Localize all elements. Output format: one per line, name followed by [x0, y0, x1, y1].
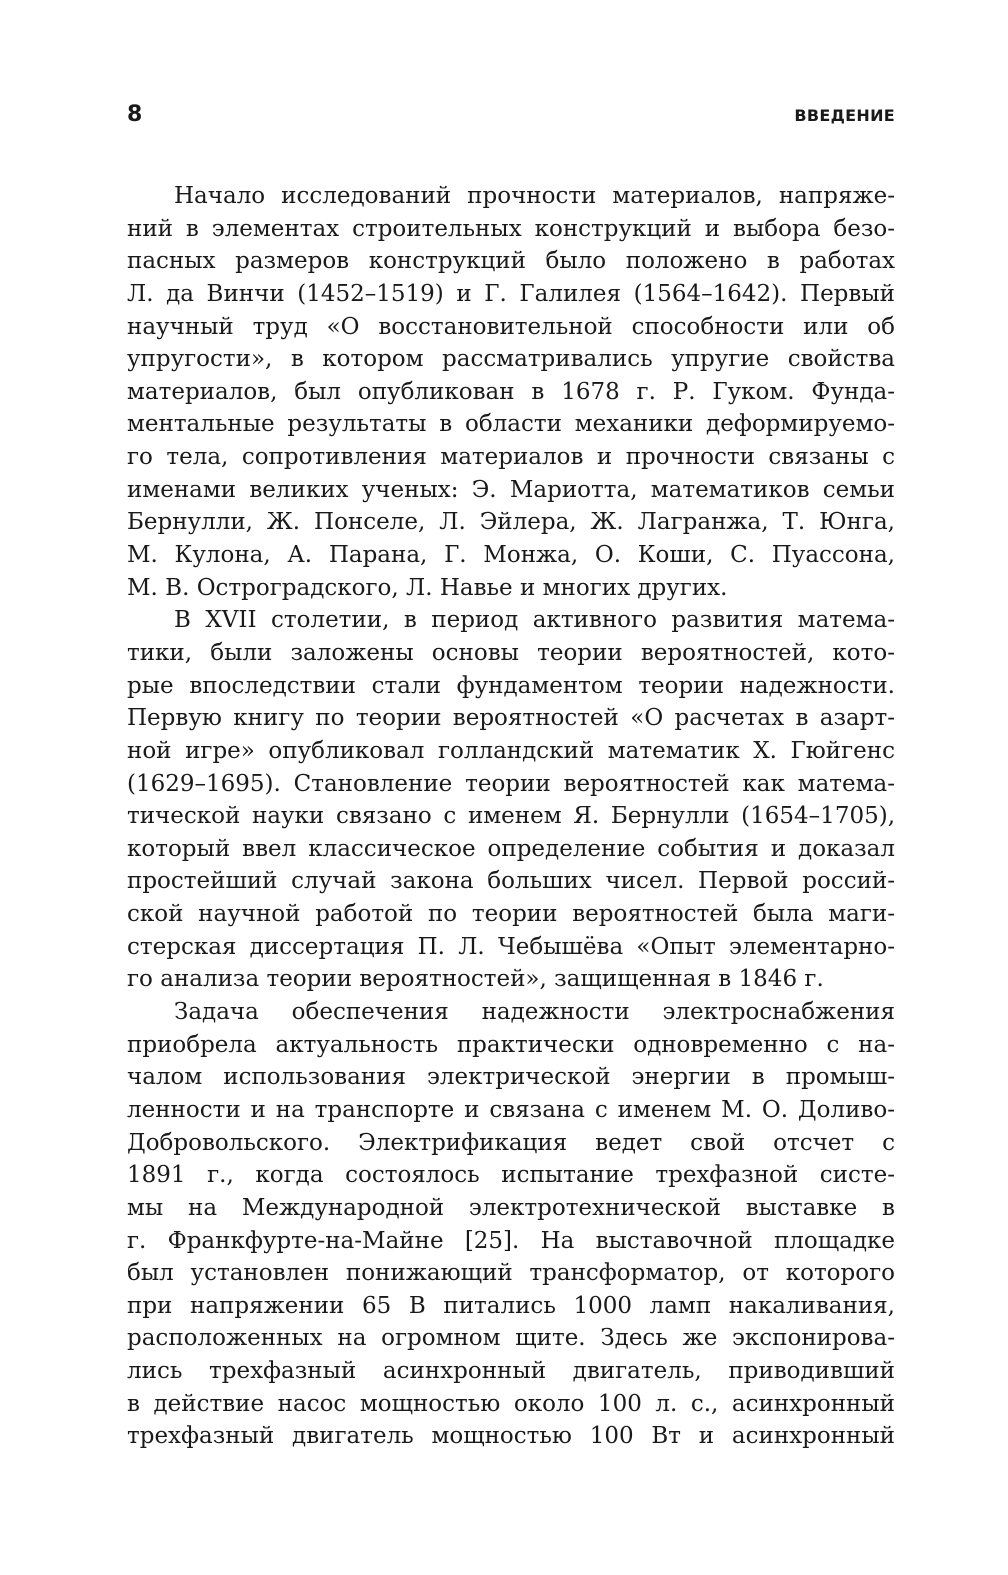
section-title: ВВЕДЕНИЕ: [794, 106, 895, 125]
body-text: [127, 180, 895, 1453]
text-line: расположенных на огромном щите. Здесь же экспонирова-: [127, 1325, 895, 1352]
text-line: го тела, сопротивления материалов и прочности связаны с: [127, 444, 895, 471]
text-line: который ввел классическое определение события и доказал: [127, 835, 895, 862]
paragraph: [127, 996, 895, 1453]
text-line: г. Франкфурте-на-Майне [25]. На выставочной площадке: [127, 1227, 895, 1254]
paragraph: [127, 180, 895, 604]
text-line: упругости», в котором рассматривались упругие свойства: [127, 346, 895, 373]
running-head: [127, 100, 895, 130]
text-line: (1629–1695). Становление теории вероятностей как матема-: [127, 770, 895, 797]
text-line: ний в элементах строительных конструкций и выбора безо-: [127, 215, 895, 242]
text-line: тической науки связано с именем Я. Бернулли (1654–1705),: [127, 803, 895, 830]
text-line: Начало исследований прочности материалов, напряже-: [174, 183, 895, 209]
text-line: тики, были заложены основы теории вероятностей, кото-: [127, 639, 895, 666]
text-line: Бернулли, Ж. Понселе, Л. Эйлера, Ж. Лагранжа, Т. Юнга,: [127, 509, 895, 536]
text-line: трехфазный двигатель мощностью 100 Вт и асинхронный: [127, 1423, 895, 1450]
text-line: простейший случай закона больших чисел. Первой россий-: [127, 868, 895, 895]
text-line: 1891 г., когда состоялось испытание трехфазной систе-: [127, 1162, 895, 1189]
text-line: именами великих ученых: Э. Мариотта, математиков семьи: [127, 476, 895, 503]
text-line: ной игре» опубликовал голландский математик Х. Гюйгенс: [127, 737, 895, 764]
text-line: Л. да Винчи (1452–1519) и Г. Галилея (1564–1642). Первый: [127, 280, 895, 307]
text-line: пасных размеров конструкций было положено в работах: [127, 248, 895, 275]
paragraph: [127, 604, 895, 996]
text-line: Первую книгу по теории вероятностей «О расчетах в азарт-: [127, 705, 895, 732]
text-line: был установлен понижающий трансформатор, от которого: [127, 1260, 895, 1287]
text-line: приобрела актуальность практически одновременно с на-: [127, 1031, 895, 1058]
text-line: стерская диссертация П. Л. Чебышёва «Опыт элементарно-: [127, 933, 895, 960]
text-line: В XVII столетии, в период активного развития матема-: [174, 607, 895, 634]
text-line: ской научной работой по теории вероятностей была маги-: [127, 901, 895, 928]
text-line: материалов, был опубликован в 1678 г. Р. Гуком. Фунда-: [127, 378, 895, 405]
text-line: в действие насос мощностью около 100 л. с., асинхронный: [127, 1390, 895, 1417]
text-line: Задача обеспечения надежности электроснабжения: [174, 999, 895, 1026]
text-line: рые впоследствии стали фундаментом теории надежности.: [127, 672, 895, 699]
text-line: при напряжении 65 В питались 1000 ламп накаливания,: [127, 1292, 895, 1319]
text-line: Добровольского. Электрификация ведет свой отсчет с: [127, 1129, 895, 1156]
text-line: мы на Международной электротехнической выставке в: [127, 1194, 895, 1221]
text-line: научный труд «О восстановительной способности или об: [127, 313, 895, 340]
text-line: лись трехфазный асинхронный двигатель, приводивший: [127, 1358, 895, 1385]
text-line: ментальные результаты в области механики деформируемо-: [127, 411, 895, 438]
text-line: го анализа теории вероятностей», защищенная в 1846 г.: [127, 966, 824, 993]
text-line: чалом использования электрической энергии в промыш-: [127, 1064, 895, 1091]
page-number: 8: [127, 102, 143, 127]
text-line: М. Кулона, А. Парана, Г. Монжа, О. Коши, С. Пуассона,: [127, 542, 895, 569]
text-line: М. В. Остроградского, Л. Навье и многих других.: [127, 574, 728, 601]
text-line: ленности и на транспорте и связана с именем М. О. Доливо-: [127, 1096, 895, 1123]
